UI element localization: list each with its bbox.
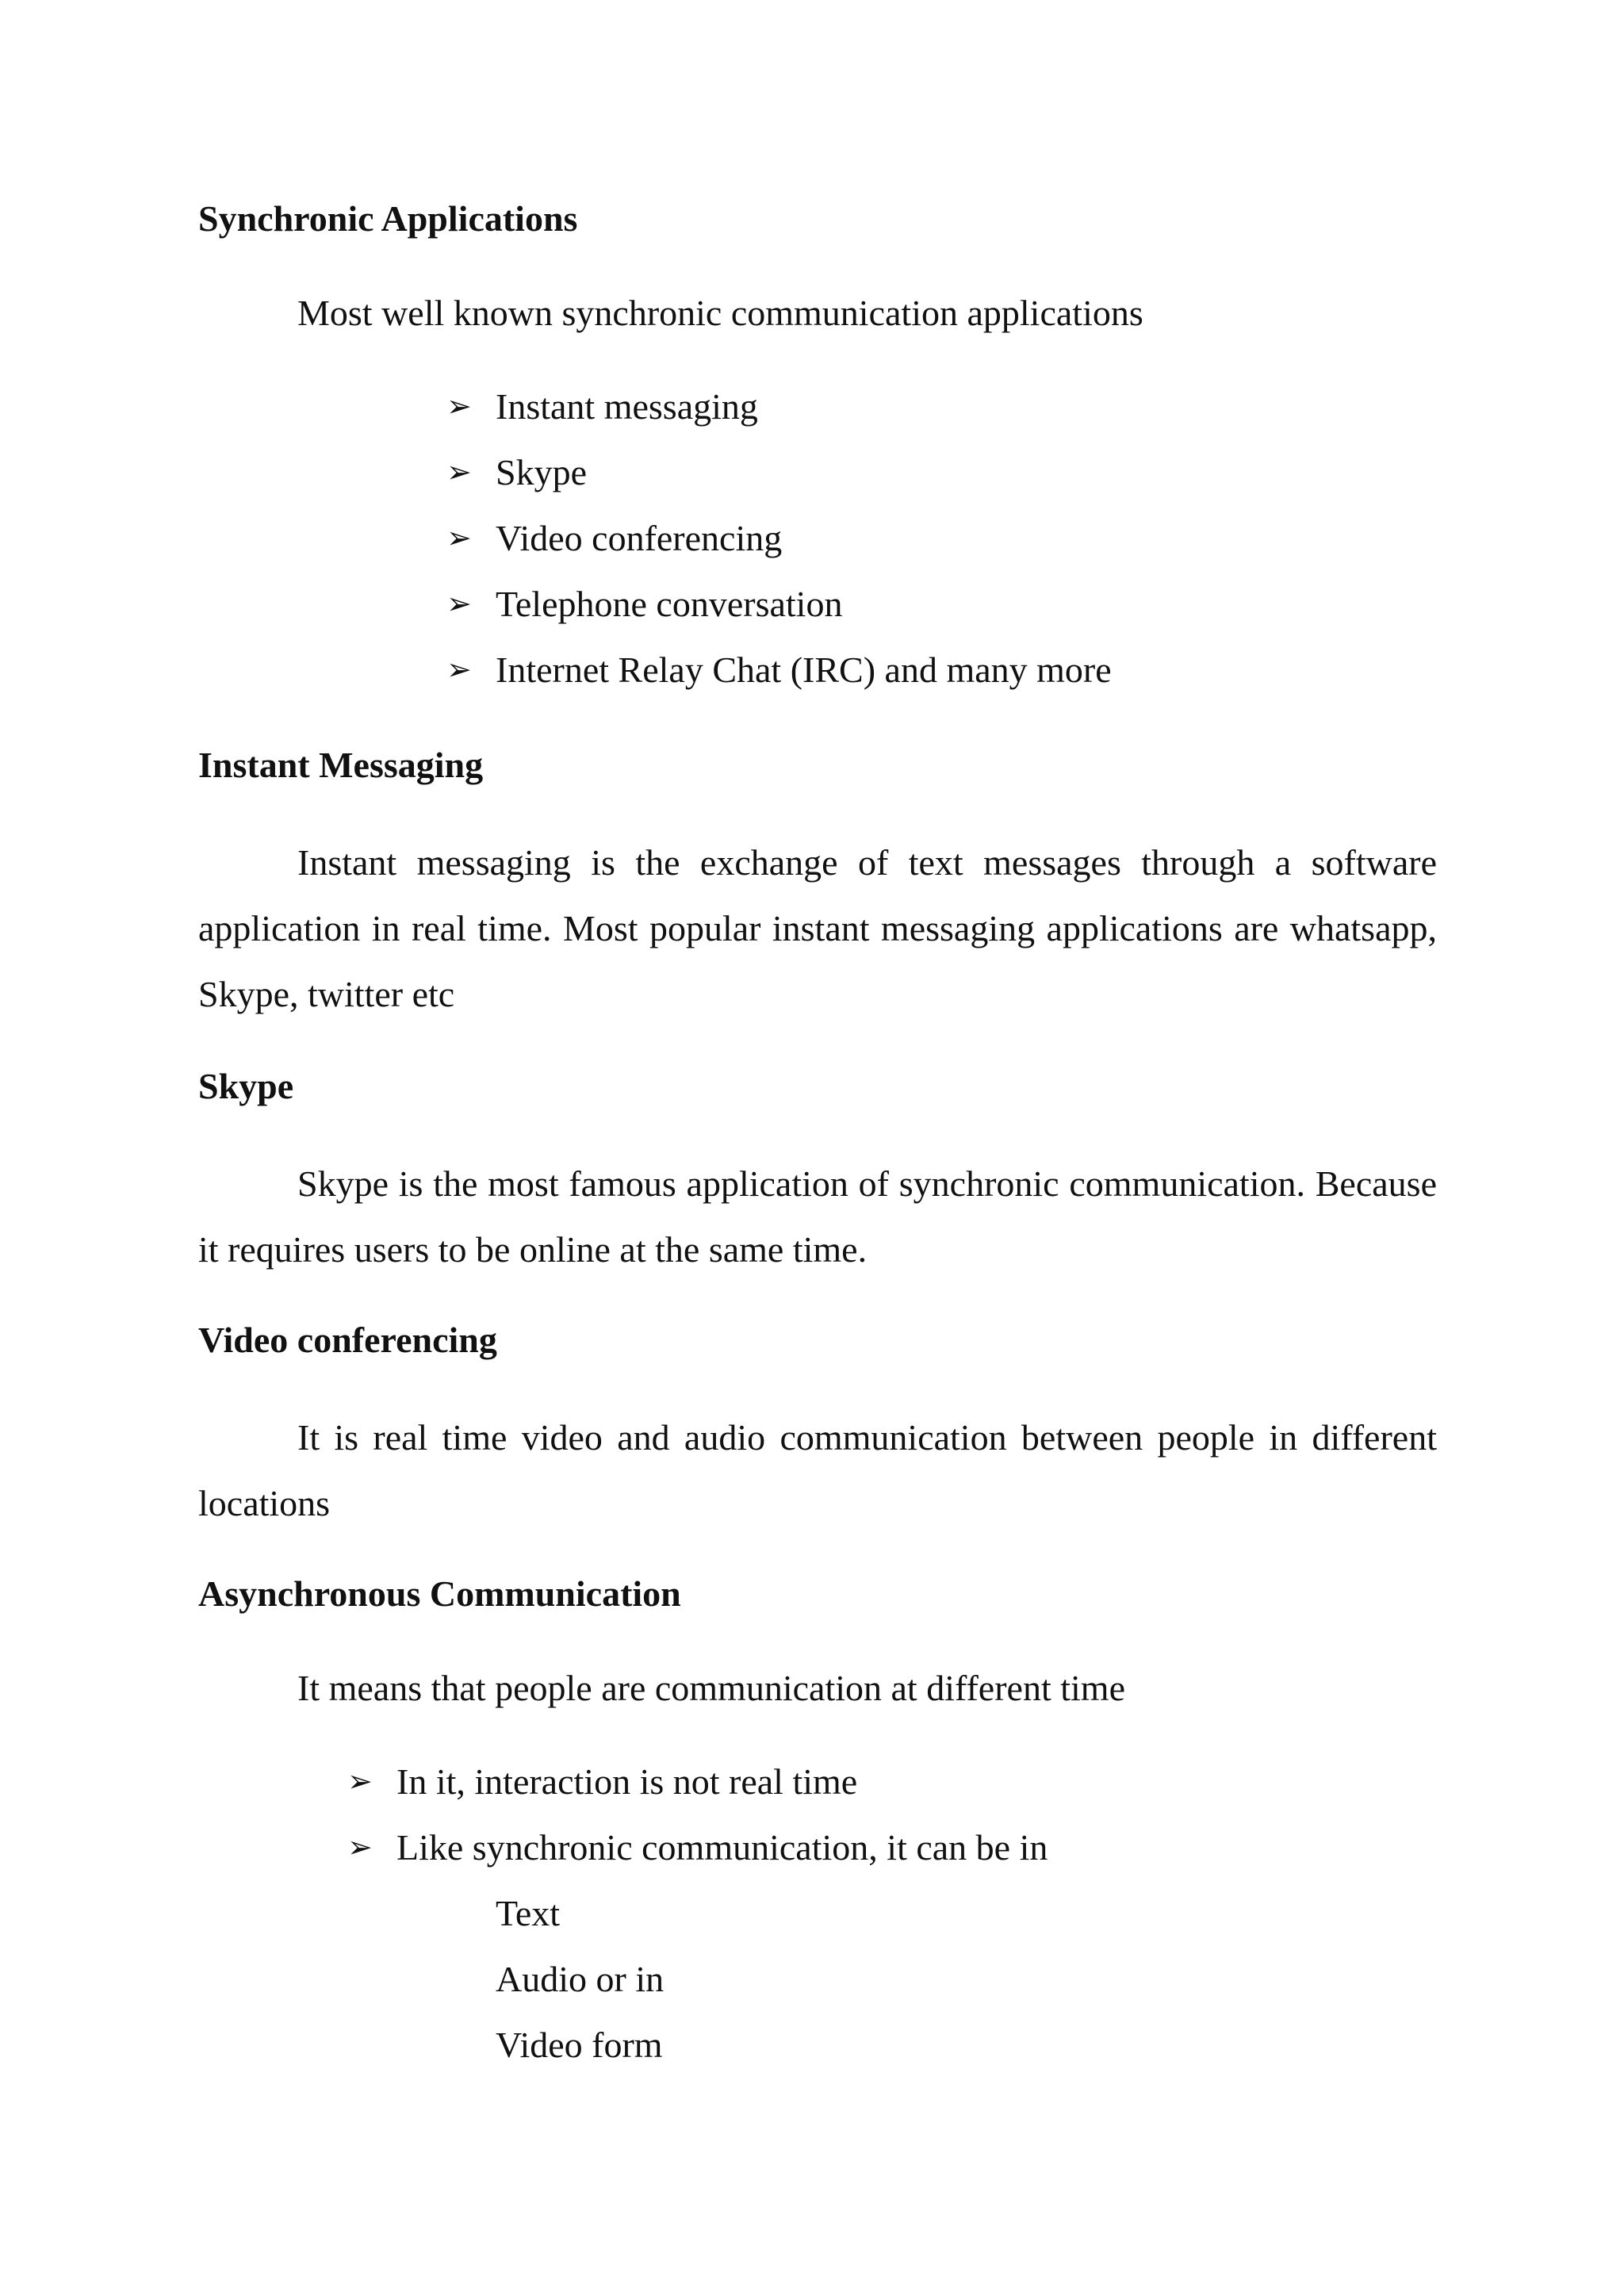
heading-skype: Skype [198,1066,294,1106]
list-item: Text [496,1893,561,1933]
list-item-label: Skype [496,452,587,492]
arrow-bullet-icon: ➢ [446,454,472,489]
arrow-bullet-icon: ➢ [446,652,472,687]
communication-forms-list [496,1880,664,2078]
asynchronous-intro: It means that people are communication at different time [297,1668,1125,1708]
heading-instant-messaging: Instant Messaging [198,745,484,785]
heading-synchronic-applications: Synchronic Applications [198,198,578,239]
list-item [446,505,1112,571]
arrow-bullet-icon: ➢ [446,389,472,423]
list-item [446,571,1112,637]
instant-messaging-paragraph: Instant messaging is the exchange of text messages through a software application in real time. Most popular instant messaging applications are whatsapp, Skype, twitter etc [198,842,1437,1014]
arrow-bullet-icon: ➢ [446,586,472,621]
arrow-bullet-icon: ➢ [446,520,472,555]
skype-paragraph: Skype is the most famous application of synchronic communication. Because it requires users to be online at the same time. [198,1163,1437,1270]
list-item-label: Telephone conversation [496,584,843,624]
video-conferencing-paragraph: It is real time video and audio communication between people in different locations [198,1417,1437,1523]
list-item-label: Video conferencing [496,518,783,558]
synchronic-intro: Most well known synchronic communication applications [297,293,1143,333]
list-item-label: Instant messaging [496,386,758,427]
heading-asynchronous-communication: Asynchronous Communication [198,1573,681,1614]
asynchronous-bullet-list [347,1749,1048,1880]
list-item: Video form [496,2025,663,2065]
list-item-label: Internet Relay Chat (IRC) and many more [496,649,1112,690]
list-item-label: Like synchronic communication, it can be in [396,1827,1048,1868]
synchronic-bullet-list [446,374,1112,703]
heading-video-conferencing: Video conferencing [198,1320,497,1360]
arrow-bullet-icon: ➢ [347,1829,373,1864]
list-item: Audio or in [496,1959,665,1999]
list-item-label: In it, interaction is not real time [396,1761,858,1802]
list-item [347,1749,1048,1814]
arrow-bullet-icon: ➢ [347,1764,373,1799]
list-item [446,374,1112,439]
list-item [446,637,1112,703]
list-item [446,439,1112,505]
list-item [347,1814,1048,1880]
